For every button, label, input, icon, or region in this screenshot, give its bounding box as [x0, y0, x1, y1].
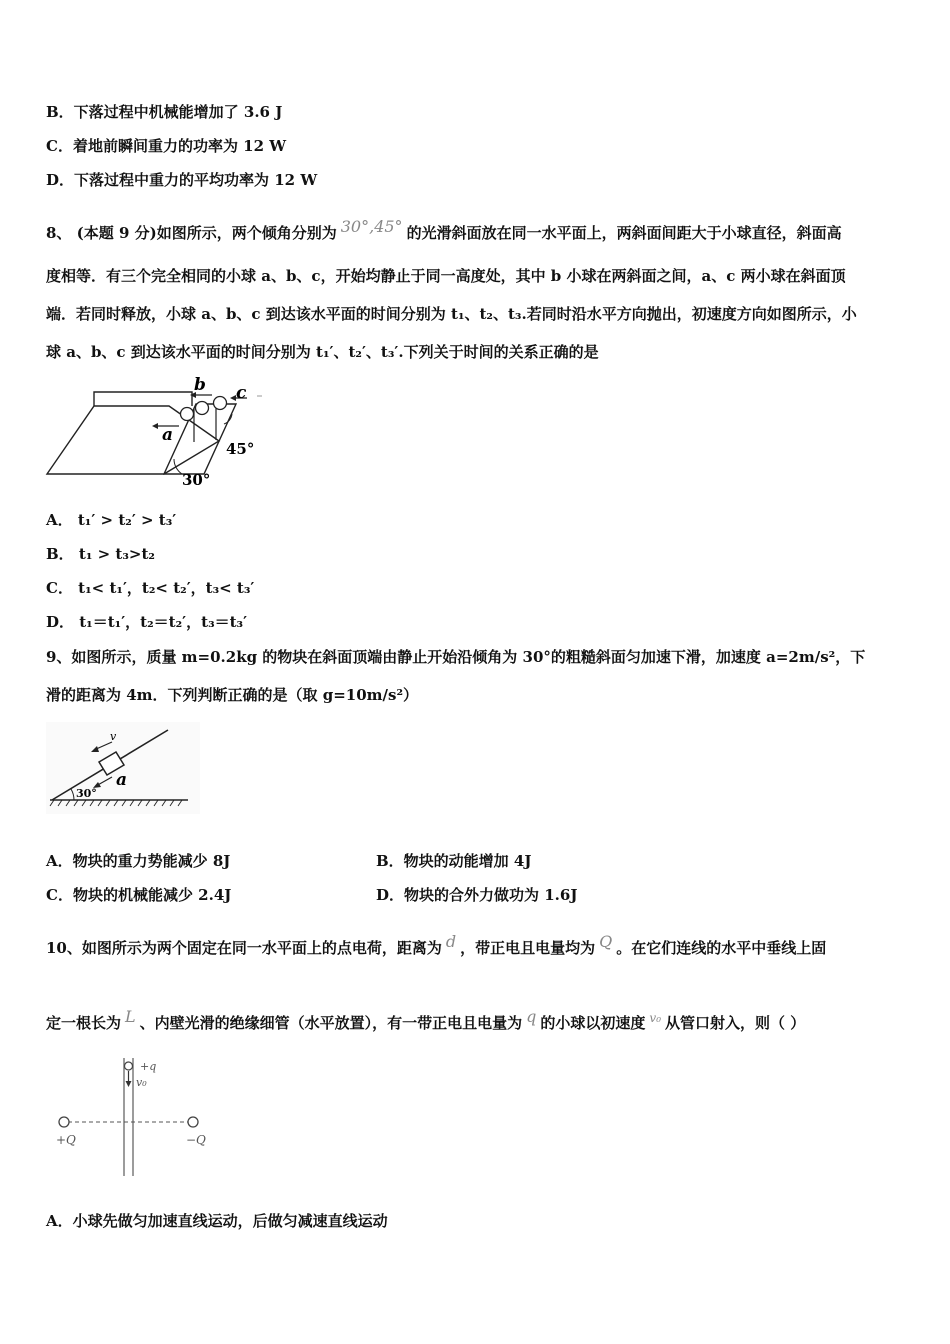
q9-option-d: D．物块的合外力做功为 1.6J [376, 886, 578, 904]
q8-option-d: D． t₁＝t₁′，t₂＝t₂′，t₃＝t₃′ [46, 613, 248, 631]
q8-line1-b: 的光滑斜面放在同一水平面上，两斜面间距大于小球直径，斜面高 [406, 224, 842, 242]
q9-option-a: A．物块的重力势能减少 8J [46, 852, 231, 870]
ball-a-icon [181, 408, 194, 421]
q10-option-a: A．小球先做匀加速直线运动，后做匀减速直线运动 [46, 1212, 388, 1230]
q9-fig-angle: 30° [76, 787, 97, 800]
q10-line2-c: 的小球以初速度 [540, 1014, 646, 1032]
q8-fig-label-a: a [162, 425, 174, 445]
charge-minus-Q-icon [188, 1117, 198, 1127]
q8-angles: 30°,45° [340, 217, 403, 236]
q9-figure [46, 722, 200, 814]
q10-fig-plus-q: +q [140, 1060, 157, 1073]
q10-line1 [46, 932, 826, 958]
q10-line1-c: 。在它们连线的水平中垂线上固 [616, 939, 827, 957]
q8-option-b: B． t₁ > t₃>t₂ [46, 545, 155, 563]
charge-plus-Q-icon [59, 1117, 69, 1127]
q10-q: q [526, 1007, 537, 1026]
q10-fig-v0: v₀ [136, 1076, 147, 1089]
q8-option-a: A． t₁′ > t₂′ > t₃′ [46, 511, 177, 529]
q10-Q: Q [599, 932, 613, 951]
q10-line1-b: ，带正电且电量均为 [460, 939, 596, 957]
q10-line2-b: 、内壁光滑的绝缘细管（水平放置），有一带正电且电量为 [139, 1014, 523, 1032]
q8-fig-label-b: b [194, 376, 206, 395]
q9-fig-label-v: v [110, 730, 117, 743]
q7-option-d: D．下落过程中重力的平均功率为 12 W [46, 171, 318, 189]
q7-option-b: B．下落过程中机械能增加了 3.6 J [46, 103, 283, 121]
q9-fig-label-a: a [116, 770, 128, 790]
q9-option-b: B．物块的动能增加 4J [376, 852, 532, 870]
q8-line1-a: 8、 (本题 9 分)如图所示，两个倾角分别为 [46, 224, 337, 242]
charge-q-icon [125, 1062, 133, 1070]
q10-line2 [46, 1007, 805, 1033]
q8-fig-label-c: c [236, 383, 247, 403]
q10-line1-a: 10、如图所示为两个固定在同一水平面上的点电荷，距离为 [46, 939, 442, 957]
q8-figure [44, 376, 274, 494]
q10-v0: v₀ [649, 1011, 662, 1025]
q9-line1: 9、如图所示，质量 m=0.2kg 的物块在斜面顶端由静止开始沿倾角为 30°的粗糙斜面匀加速下滑，加速度 a=2m/s²，下 [46, 648, 866, 666]
q9-option-c: C．物块的机械能减少 2.4J [46, 886, 232, 904]
q10-fig-plus-Q: +Q [56, 1133, 76, 1147]
q8-fig-angle-30: 30° [182, 471, 211, 489]
q7-option-c: C．着地前瞬间重力的功率为 12 W [46, 137, 287, 155]
ball-b-icon [196, 402, 209, 415]
q10-fig-minus-Q: −Q [186, 1133, 206, 1147]
q8-fig-angle-45: 45° [226, 440, 255, 458]
q10-line2-a: 定一根长为 [46, 1014, 122, 1032]
q10-line2-d: 从管口射入，则（ ） [665, 1014, 806, 1032]
q8-line3: 端．若同时释放，小球 a、b、c 到达该水平面的时间分别为 t₁、t₂、t₃.若同时沿水平方向抛出，初速度方向如图所示，小 [46, 305, 857, 323]
q10-figure [52, 1054, 212, 1180]
q8-line4: 球 a、b、c 到达该水平面的时间分别为 t₁′、t₂′、t₃′.下列关于时间的关系正确的是 [46, 343, 599, 361]
ball-c-icon [214, 397, 227, 410]
q8-option-c: C． t₁< t₁′，t₂< t₂′，t₃< t₃′ [46, 579, 255, 597]
q9-line2: 滑的距离为 4m．下列判断正确的是（取 g=10m/s²） [46, 686, 419, 704]
q8-line2: 度相等．有三个完全相同的小球 a、b、c，开始均静止于同一高度处，其中 b 小球在两斜面之间，a、c 两小球在斜面顶 [46, 267, 846, 285]
q10-L: L [125, 1007, 136, 1026]
q10-d: d [445, 932, 457, 951]
q8-line1 [46, 217, 842, 243]
